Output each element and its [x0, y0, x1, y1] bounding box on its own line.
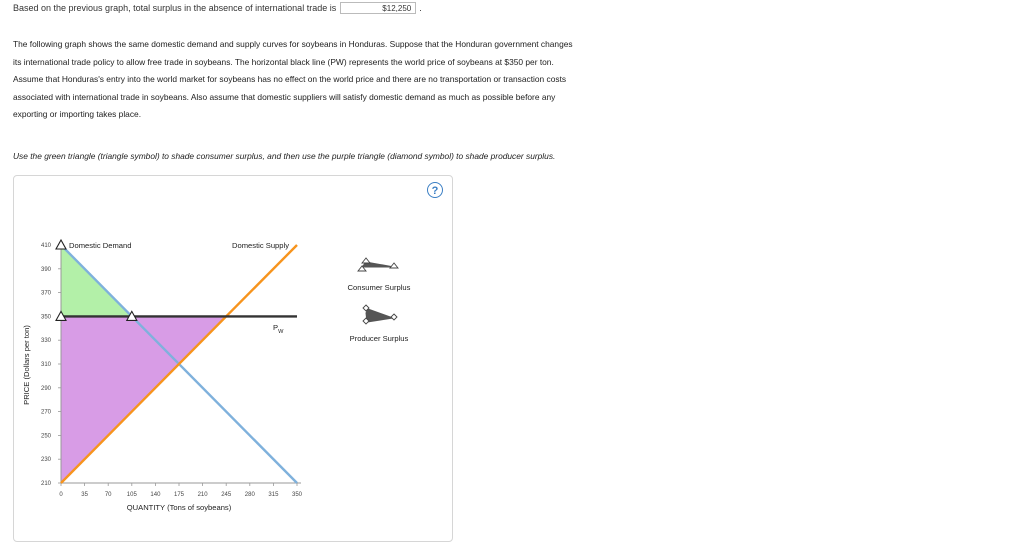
x-tick-label: 0	[59, 492, 63, 498]
paragraph-line-1: The following graph shows the same domestic demand and supply curves for soybeans in Honduras. Suppose that the Honduran government changes	[13, 39, 573, 49]
x-tick-label: 105	[126, 492, 137, 498]
y-tick-label: 250	[40, 433, 51, 440]
x-tick-label: 35	[81, 492, 88, 498]
help-icon[interactable]: ?	[427, 182, 443, 198]
y-tick-label: 310	[40, 362, 51, 368]
paragraph-line-3: Assume that Honduras's entry into the world market for soybeans has no effect on the world price and there are no transportation or transaction costs	[13, 74, 567, 85]
y-tick-label: 230	[40, 457, 51, 464]
x-tick-label: 280	[244, 492, 255, 498]
question-prompt: Based on the previous graph, total surplus in the absence of international trade is	[13, 3, 337, 13]
y-tick-label: 370	[40, 290, 51, 297]
producer-surplus-tool[interactable]	[363, 305, 397, 324]
y-tick-label: 350	[40, 314, 51, 321]
demand-label: Domestic Demand	[69, 241, 132, 250]
paragraph-line-5: exporting or importing takes place.	[13, 109, 142, 120]
producer-tool-marker-b	[391, 314, 397, 320]
consumer-tool-marker-b	[390, 263, 398, 268]
x-axis-title: QUANTITY (Tons of soybeans)	[126, 503, 232, 512]
y-tick-label: 330	[40, 338, 51, 345]
y-axis-title: PRICE (Dollars per ton)	[22, 325, 31, 405]
paragraph-line-2: its international trade policy to allow free trade in soybeans. The horizontal black line (PW) represents the world price of soybeans at $350 per ton.	[13, 56, 554, 67]
y-tick-label: 390	[40, 266, 51, 273]
producer-surplus-legend-label: Producer Surplus	[349, 334, 409, 343]
instruction-text: Use the green triangle (triangle symbol) to shade consumer surplus, and then use the purple triangle (diamond symbol) to shade producer surplus.	[13, 151, 556, 161]
consumer-surplus-legend-label: Consumer Surplus	[347, 283, 411, 292]
x-tick-label: 140	[150, 492, 161, 498]
question-period: .	[419, 3, 422, 13]
x-tick-label: 350	[291, 492, 303, 498]
y-tick-label: 410	[40, 243, 51, 249]
producer-tool-shape	[366, 309, 393, 322]
x-tick-label: 70	[104, 492, 112, 498]
y-tick-label: 290	[40, 385, 51, 392]
answer-field[interactable]: $12,250	[340, 2, 416, 14]
consumer-surplus-tool[interactable]	[358, 258, 398, 271]
supply-label: Domestic Supply	[232, 241, 289, 250]
y-tick-label: 210	[40, 481, 51, 487]
x-tick-label: 210	[197, 492, 208, 498]
x-tick-label: 245	[221, 492, 232, 498]
y-tick-label: 270	[40, 409, 51, 416]
consumer-tool-marker-a	[362, 258, 370, 263]
world-price-label: $P_W$	[273, 323, 284, 335]
consumer-surplus-vertex-1[interactable]	[56, 240, 66, 249]
x-tick-label: 315	[268, 492, 279, 498]
paragraph-line-4: associated with international trade in soybeans. Also assume that domestic suppliers will satisfy domestic demand as much as possible before any	[13, 91, 556, 102]
x-tick-label: 175	[173, 492, 185, 498]
